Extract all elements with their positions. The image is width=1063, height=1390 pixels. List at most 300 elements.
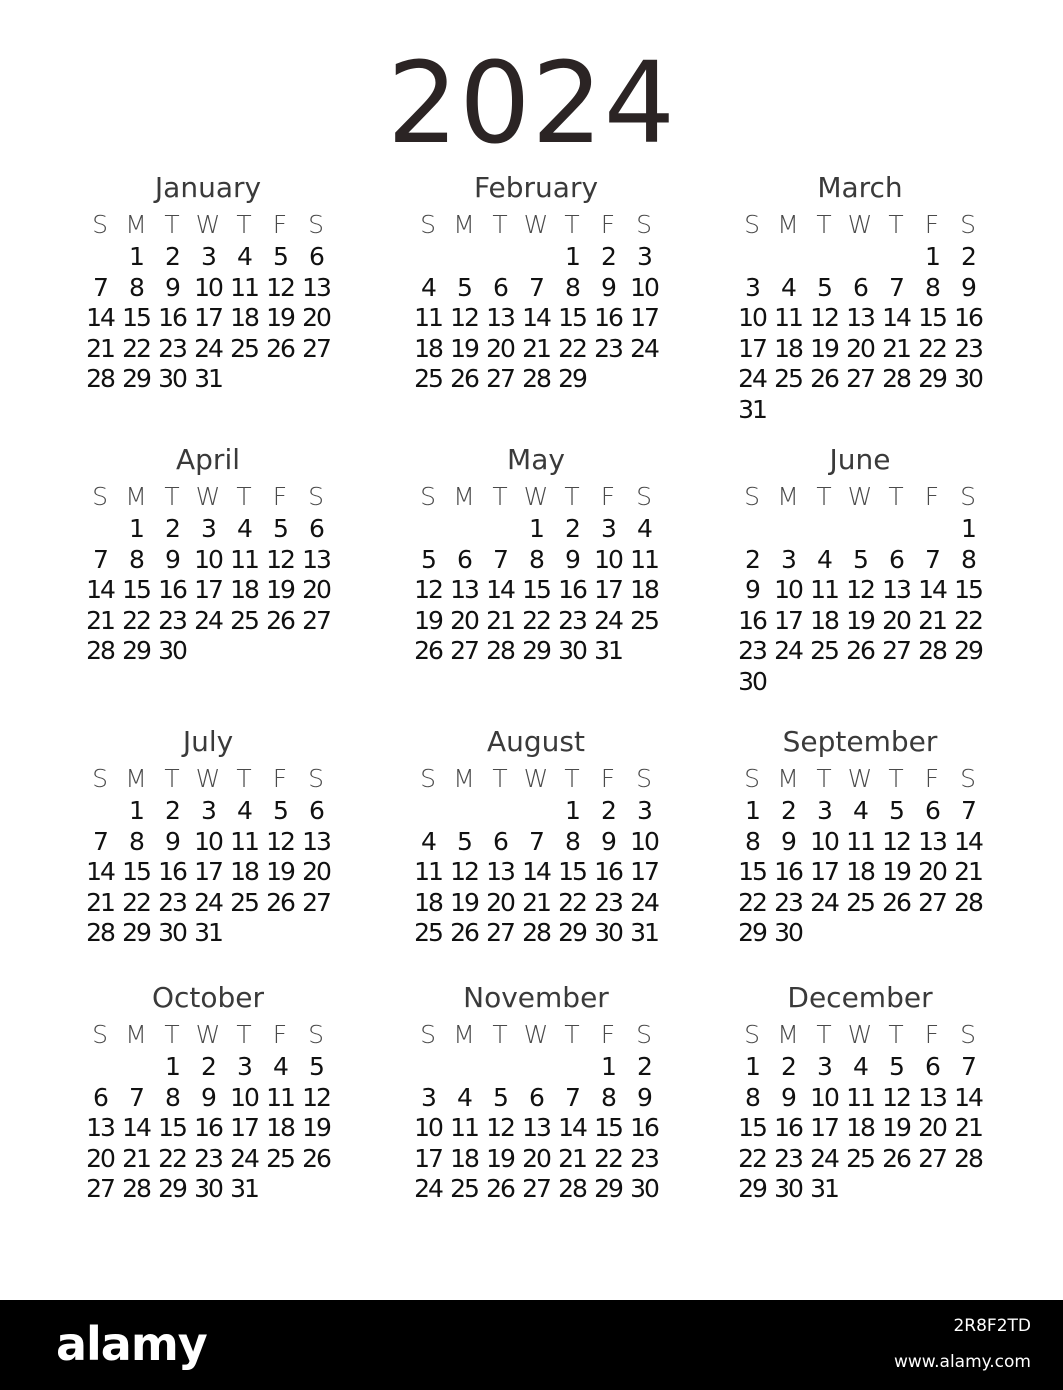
day-number: 4	[457, 1082, 471, 1112]
day-number: 1	[129, 242, 143, 271]
day-number: 5	[273, 796, 287, 825]
day-number: 28	[86, 918, 114, 947]
weekday-label: M	[453, 482, 475, 511]
day-number: 21	[882, 333, 910, 363]
day-number: 7	[129, 1082, 143, 1112]
day-number: 12	[266, 544, 294, 574]
day-number: 23	[954, 333, 982, 363]
empty-day-cell	[878, 242, 914, 273]
weekday-header	[410, 208, 662, 242]
day-number: 19	[486, 1143, 514, 1173]
year-title: 2024	[386, 39, 677, 169]
day-number: 13	[486, 857, 514, 886]
day-number: 24	[630, 333, 658, 363]
day-number: 7	[493, 544, 507, 574]
day-number: 2	[165, 514, 179, 543]
day-number: 27	[302, 887, 330, 917]
weekday-label: F	[924, 482, 940, 511]
weekday-label: S	[92, 764, 108, 793]
day-number: 30	[158, 636, 186, 665]
day-number: 12	[882, 1082, 910, 1112]
day-number: 27	[486, 364, 514, 393]
day-number: 1	[565, 796, 579, 825]
day-number: 4	[781, 272, 795, 302]
day-number: 10	[230, 1082, 258, 1112]
day-number: 4	[237, 242, 251, 271]
day-number: 3	[201, 242, 215, 271]
day-number: 17	[194, 303, 222, 332]
weekday-label: F	[600, 210, 616, 239]
weekday-label: T	[236, 1020, 252, 1049]
day-number: 10	[774, 575, 802, 604]
empty-day-cell	[518, 242, 554, 273]
day-number: 4	[273, 1052, 287, 1081]
day-number: 26	[846, 636, 874, 665]
day-number: 14	[86, 303, 114, 332]
day-number: 18	[846, 1113, 874, 1142]
day-number: 20	[302, 857, 330, 886]
day-number: 13	[486, 303, 514, 332]
day-grid	[410, 514, 662, 667]
weekday-label: T	[564, 482, 580, 511]
day-number: 15	[918, 303, 946, 332]
month-name: June	[829, 443, 891, 476]
day-number: 4	[637, 514, 651, 543]
day-number: 20	[86, 1143, 114, 1173]
day-number: 3	[421, 1082, 435, 1112]
weekday-label: W	[847, 764, 873, 793]
day-number: 22	[558, 887, 586, 917]
weekday-label: T	[492, 1020, 508, 1049]
weekday-label: S	[960, 482, 976, 511]
weekday-label: S	[308, 210, 324, 239]
day-number: 9	[165, 544, 179, 574]
day-number: 19	[302, 1113, 330, 1142]
day-number: 7	[93, 826, 107, 856]
day-number: 23	[774, 887, 802, 917]
day-number: 17	[194, 857, 222, 886]
day-number: 31	[630, 918, 658, 947]
weekday-label: T	[888, 482, 904, 511]
day-number: 15	[738, 857, 766, 886]
day-number: 24	[810, 887, 838, 917]
day-number: 5	[309, 1052, 323, 1081]
day-number: 23	[594, 333, 622, 363]
month-block	[410, 172, 662, 395]
day-number: 16	[954, 303, 982, 332]
weekday-header	[734, 1018, 986, 1052]
weekday-label: F	[272, 1020, 288, 1049]
day-number: 16	[594, 303, 622, 332]
weekday-label: F	[272, 210, 288, 239]
weekday-label: W	[523, 482, 549, 511]
day-number: 29	[522, 636, 550, 665]
day-number: 26	[414, 636, 442, 665]
day-number: 28	[122, 1174, 150, 1203]
day-grid	[734, 1052, 986, 1205]
day-number: 16	[158, 857, 186, 886]
day-number: 17	[414, 1143, 442, 1173]
day-number: 6	[93, 1082, 107, 1112]
day-number: 1	[745, 796, 759, 825]
day-number: 1	[961, 514, 975, 543]
day-number: 12	[810, 303, 838, 332]
day-number: 19	[450, 887, 478, 917]
weekday-label: T	[236, 482, 252, 511]
day-number: 26	[266, 605, 294, 635]
day-number: 23	[158, 605, 186, 635]
day-number: 15	[954, 575, 982, 604]
day-number: 16	[774, 1113, 802, 1142]
day-number: 25	[266, 1143, 294, 1173]
day-number: 18	[810, 605, 838, 635]
day-number: 26	[450, 918, 478, 947]
day-number: 8	[925, 272, 939, 302]
month-name: December	[787, 981, 933, 1014]
day-number: 6	[309, 796, 323, 825]
day-number: 23	[158, 887, 186, 917]
day-number: 10	[630, 826, 658, 856]
day-number: 19	[882, 1113, 910, 1142]
day-number: 26	[810, 364, 838, 393]
day-number: 20	[302, 303, 330, 332]
day-number: 12	[266, 272, 294, 302]
month-name: October	[151, 981, 265, 1014]
day-number: 7	[961, 796, 975, 825]
day-number: 28	[954, 887, 982, 917]
day-number: 5	[889, 796, 903, 825]
day-number: 29	[558, 918, 586, 947]
day-number: 10	[810, 826, 838, 856]
day-number: 22	[918, 333, 946, 363]
weekday-label: F	[272, 482, 288, 511]
weekday-label: S	[960, 210, 976, 239]
day-number: 20	[486, 333, 514, 363]
month-name: January	[154, 171, 262, 204]
weekday-label: T	[236, 210, 252, 239]
day-number: 26	[486, 1174, 514, 1203]
empty-day-cell	[446, 242, 482, 273]
empty-day-cell	[482, 514, 518, 545]
day-number: 19	[810, 333, 838, 363]
day-number: 17	[594, 575, 622, 604]
month-block	[82, 982, 334, 1205]
day-number: 26	[302, 1143, 330, 1173]
weekday-label: T	[816, 1020, 832, 1049]
weekday-label: S	[92, 1020, 108, 1049]
day-number: 7	[93, 544, 107, 574]
day-number: 22	[738, 1143, 766, 1173]
day-number: 21	[86, 605, 114, 635]
weekday-header	[734, 480, 986, 514]
day-number: 23	[558, 605, 586, 635]
weekday-label: T	[888, 764, 904, 793]
day-number: 13	[918, 1082, 946, 1112]
weekday-label: T	[164, 210, 180, 239]
month-block	[410, 444, 662, 667]
day-number: 23	[738, 636, 766, 665]
month-name: February	[473, 171, 599, 204]
day-number: 7	[93, 272, 107, 302]
day-number: 27	[302, 333, 330, 363]
day-number: 28	[522, 364, 550, 393]
day-grid	[82, 796, 334, 949]
day-number: 21	[522, 333, 550, 363]
day-number: 15	[522, 575, 550, 604]
day-number: 27	[882, 636, 910, 665]
weekday-label: M	[125, 210, 147, 239]
day-number: 11	[230, 826, 258, 856]
day-grid	[410, 796, 662, 949]
day-number: 25	[846, 887, 874, 917]
day-number: 14	[882, 303, 910, 332]
day-number: 6	[309, 514, 323, 543]
weekday-label: S	[92, 482, 108, 511]
day-number: 16	[158, 303, 186, 332]
day-number: 18	[414, 333, 442, 363]
day-number: 10	[194, 544, 222, 574]
day-number: 17	[810, 857, 838, 886]
day-number: 16	[594, 857, 622, 886]
empty-day-cell	[446, 514, 482, 545]
weekday-label: F	[600, 482, 616, 511]
day-number: 14	[122, 1113, 150, 1142]
day-number: 29	[738, 1174, 766, 1203]
day-number: 3	[637, 796, 651, 825]
day-number: 1	[601, 1052, 615, 1081]
day-number: 23	[158, 333, 186, 363]
day-number: 14	[486, 575, 514, 604]
empty-day-cell	[410, 796, 446, 827]
weekday-label: W	[523, 1020, 549, 1049]
day-number: 28	[486, 636, 514, 665]
day-number: 21	[486, 605, 514, 635]
day-number: 5	[493, 1082, 507, 1112]
day-number: 17	[194, 575, 222, 604]
weekday-label: T	[816, 482, 832, 511]
day-number: 19	[882, 857, 910, 886]
day-number: 17	[738, 333, 766, 363]
day-number: 20	[522, 1143, 550, 1173]
day-number: 30	[630, 1174, 658, 1203]
day-number: 9	[745, 575, 759, 604]
day-number: 24	[738, 364, 766, 393]
day-number: 31	[194, 918, 222, 947]
day-number: 31	[194, 364, 222, 393]
day-number: 22	[522, 605, 550, 635]
day-number: 6	[493, 826, 507, 856]
day-number: 24	[414, 1174, 442, 1203]
day-number: 8	[129, 272, 143, 302]
day-number: 5	[421, 544, 435, 574]
day-number: 15	[738, 1113, 766, 1142]
day-number: 19	[266, 857, 294, 886]
empty-day-cell	[410, 1052, 446, 1083]
day-number: 28	[558, 1174, 586, 1203]
day-number: 15	[594, 1113, 622, 1142]
weekday-header	[410, 480, 662, 514]
day-number: 30	[594, 918, 622, 947]
weekday-header	[410, 1018, 662, 1052]
day-number: 10	[738, 303, 766, 332]
day-number: 22	[738, 887, 766, 917]
day-number: 3	[637, 242, 651, 271]
day-number: 16	[774, 857, 802, 886]
month-block	[734, 444, 986, 697]
day-number: 4	[817, 544, 831, 574]
weekday-label: W	[523, 764, 549, 793]
day-number: 1	[165, 1052, 179, 1081]
day-number: 11	[630, 544, 658, 574]
day-number: 21	[954, 857, 982, 886]
day-number: 13	[86, 1113, 114, 1142]
day-number: 29	[738, 918, 766, 947]
day-number: 27	[918, 887, 946, 917]
day-number: 6	[853, 272, 867, 302]
day-number: 1	[129, 514, 143, 543]
day-number: 18	[630, 575, 658, 604]
day-number: 24	[774, 636, 802, 665]
day-number: 2	[601, 796, 615, 825]
day-number: 4	[853, 1052, 867, 1081]
day-number: 30	[774, 1174, 802, 1203]
day-number: 25	[414, 918, 442, 947]
month-block	[82, 726, 334, 949]
day-number: 24	[194, 333, 222, 363]
day-number: 4	[237, 796, 251, 825]
day-number: 18	[846, 857, 874, 886]
day-number: 30	[738, 666, 766, 696]
day-number: 4	[421, 272, 435, 302]
day-number: 26	[882, 1143, 910, 1173]
weekday-label: S	[420, 764, 436, 793]
day-number: 2	[745, 544, 759, 574]
day-number: 9	[601, 272, 615, 302]
day-number: 6	[889, 544, 903, 574]
weekday-label: T	[492, 482, 508, 511]
day-number: 11	[846, 826, 874, 856]
empty-day-cell	[842, 514, 878, 545]
day-number: 25	[774, 364, 802, 393]
day-number: 24	[230, 1143, 258, 1173]
day-number: 22	[158, 1143, 186, 1173]
weekday-header	[82, 1018, 334, 1052]
weekday-label: T	[164, 1020, 180, 1049]
month-name: August	[487, 725, 585, 758]
weekday-label: W	[847, 1020, 873, 1049]
day-number: 20	[918, 857, 946, 886]
day-number: 6	[529, 1082, 543, 1112]
day-number: 18	[774, 333, 802, 363]
day-number: 27	[302, 605, 330, 635]
weekday-label: T	[492, 210, 508, 239]
weekday-label: M	[777, 1020, 799, 1049]
weekday-label: S	[744, 482, 760, 511]
day-number: 18	[230, 857, 258, 886]
day-number: 25	[630, 605, 658, 635]
day-number: 16	[738, 605, 766, 635]
weekday-label: W	[195, 210, 221, 239]
day-number: 13	[450, 575, 478, 604]
day-number: 30	[158, 364, 186, 393]
weekday-label: S	[420, 1020, 436, 1049]
weekday-label: F	[924, 764, 940, 793]
empty-day-cell	[734, 242, 770, 273]
weekday-label: S	[744, 1020, 760, 1049]
day-number: 9	[201, 1082, 215, 1112]
month-block	[410, 726, 662, 949]
month-block	[734, 982, 986, 1205]
day-number: 6	[925, 796, 939, 825]
day-number: 10	[194, 272, 222, 302]
day-number: 27	[86, 1174, 114, 1203]
day-number: 19	[266, 575, 294, 604]
day-number: 21	[954, 1113, 982, 1142]
site-url: www.alamy.com	[893, 1352, 1031, 1372]
weekday-label: T	[564, 210, 580, 239]
weekday-label: S	[636, 210, 652, 239]
day-number: 9	[601, 826, 615, 856]
day-number: 3	[817, 796, 831, 825]
month-name: November	[463, 981, 609, 1014]
month-name: September	[782, 725, 938, 758]
empty-day-cell	[554, 1052, 590, 1083]
empty-day-cell	[482, 1052, 518, 1083]
weekday-label: W	[847, 210, 873, 239]
day-number: 9	[781, 1082, 795, 1112]
day-number: 27	[522, 1174, 550, 1203]
day-number: 16	[630, 1113, 658, 1142]
day-number: 22	[594, 1143, 622, 1173]
month-name: July	[182, 725, 234, 758]
day-number: 5	[889, 1052, 903, 1081]
day-number: 9	[165, 826, 179, 856]
day-number: 30	[774, 918, 802, 947]
day-number: 7	[529, 826, 543, 856]
weekday-label: T	[492, 764, 508, 793]
month-name: March	[817, 171, 903, 204]
day-number: 1	[925, 242, 939, 271]
day-number: 20	[918, 1113, 946, 1142]
empty-day-cell	[410, 242, 446, 273]
day-number: 24	[630, 887, 658, 917]
day-number: 8	[745, 1082, 759, 1112]
day-number: 18	[266, 1113, 294, 1142]
day-number: 13	[522, 1113, 550, 1142]
day-number: 8	[745, 826, 759, 856]
weekday-label: M	[125, 482, 147, 511]
day-number: 15	[122, 303, 150, 332]
day-number: 18	[230, 303, 258, 332]
weekday-label: F	[272, 764, 288, 793]
day-number: 4	[237, 514, 251, 543]
day-number: 31	[594, 636, 622, 665]
day-number: 17	[774, 605, 802, 635]
day-number: 23	[594, 887, 622, 917]
day-number: 28	[954, 1143, 982, 1173]
day-number: 26	[266, 333, 294, 363]
weekday-label: T	[236, 764, 252, 793]
day-number: 22	[558, 333, 586, 363]
weekday-label: T	[564, 764, 580, 793]
weekday-label: T	[564, 1020, 580, 1049]
day-grid	[82, 514, 334, 667]
day-number: 14	[522, 857, 550, 886]
weekday-header	[734, 762, 986, 796]
day-number: 3	[781, 544, 795, 574]
day-number: 15	[122, 857, 150, 886]
weekday-label: M	[777, 210, 799, 239]
